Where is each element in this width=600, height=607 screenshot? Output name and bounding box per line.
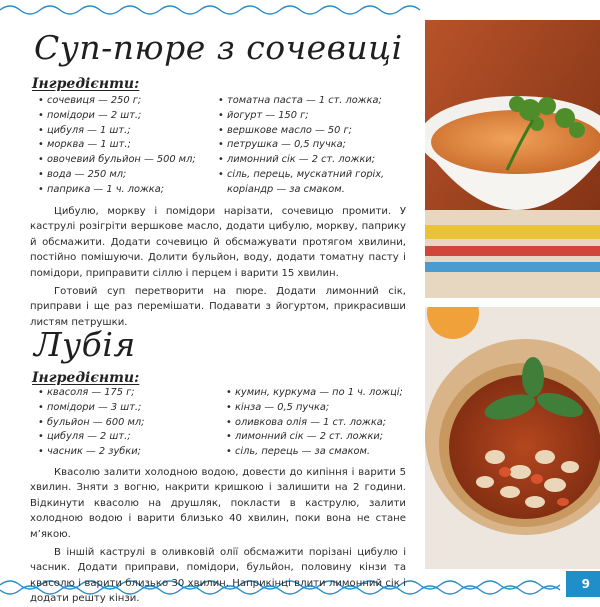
ingredient-item: • томатна паста — 1 ст. ложка; bbox=[218, 94, 384, 109]
ingredient-item: • помідори — 2 шт.; bbox=[38, 109, 196, 124]
ingredient-item: • лимонний сік — 2 ст. ложки; bbox=[226, 430, 403, 445]
page-number: 9 bbox=[581, 577, 590, 591]
ingredient-item-continued: коріандр — за смаком. bbox=[227, 183, 345, 195]
ingredient-item: • паприка — 1 ч. ложка; bbox=[38, 183, 196, 198]
ingredient-item: • лимонний сік — 2 ст. ложки; bbox=[218, 153, 384, 168]
ingredient-item: • бульйон — 600 мл; bbox=[38, 416, 144, 431]
ingredient-item: • оливкова олія — 1 ст. ложка; bbox=[226, 416, 403, 431]
lentil-soup-photo bbox=[425, 20, 600, 298]
ingredients-heading: Інгредієнти: bbox=[32, 76, 140, 92]
ingredient-item: • вода — 250 мл; bbox=[38, 168, 196, 183]
method-paragraph: Цибулю, моркву і помідори нарізати, сочевицю промити. У каструлі розігріти вершкове масло, додати цибулю, моркву, паприку й обсмажити. Додати сочевицю й обсмажувати протягом хвилини, постійно помішуючи. Долити бульйон, воду, додати томатну пасту і помідори, приправити сіллю і перцем і варити 15 хвилин. bbox=[30, 206, 406, 279]
ingredients-list-left bbox=[38, 386, 144, 460]
recipe-title-lubia: Лубія bbox=[34, 325, 136, 364]
ingredients-list-left bbox=[38, 94, 196, 198]
ingredients-heading: Інгредієнти: bbox=[32, 370, 140, 386]
ingredient-item: • морква — 1 шт.; bbox=[38, 138, 196, 153]
ingredient-item: • сіль, перець — за смаком. bbox=[226, 445, 403, 460]
method-paragraph: Квасолю залити холодною водою, довести до кипіння і варити 5 хвилин. Зняти з вогню, накрити кришкою і залишити на 2 години. Відкинути квасолю на друшляк, покласти в каструлю, залити холодною водою і варити близько 40 хвилин, поки вона не стане м’якою. bbox=[30, 467, 406, 540]
ingredient-item: • квасоля — 175 г; bbox=[38, 386, 144, 401]
recipe-title-lentil-soup: Суп-пюре з сочевиці bbox=[34, 28, 403, 67]
recipe-method-lubia bbox=[30, 465, 406, 607]
ingredient-item: • цибуля — 1 шт.; bbox=[38, 124, 196, 139]
ingredient-item: • петрушка — 0,5 пучка; bbox=[218, 138, 384, 153]
ingredient-item: • йогурт — 150 г; bbox=[218, 109, 384, 124]
recipe-method-lentil-soup bbox=[30, 204, 406, 330]
method-paragraph: Готовий суп перетворити на пюре. Додати лимонний сік, приправи і ще раз перемішати. Подавати з йогуртом, прикрасивши листям петрушки. bbox=[30, 286, 406, 328]
ingredient-item: • вершкове масло — 50 г; bbox=[218, 124, 384, 139]
ingredients-list-right bbox=[226, 386, 403, 460]
ingredient-item: • сочевиця — 250 г; bbox=[38, 94, 196, 109]
ingredient-item: • помідори — 3 шт.; bbox=[38, 401, 144, 416]
ingredient-item: • кумин, куркума — по 1 ч. ложці; bbox=[226, 386, 403, 401]
ingredient-item: • сіль, перець, мускатний горіх, bbox=[218, 168, 384, 183]
ingredient-item: • часник — 2 зубки; bbox=[38, 445, 144, 460]
ingredient-item: • овочевий бульйон — 500 мл; bbox=[38, 153, 196, 168]
ingredient-item: • цибуля — 2 шт.; bbox=[38, 430, 144, 445]
method-paragraph: В іншій каструлі в оливковій олії обсмажити порізані цибулю і часник. Додати приправи, помідори, бульйон, половину кінзи та квасолю і варити близько 30 хвилин. Наприкінці влити лимонний сік і додати решту кінзи. bbox=[30, 547, 406, 605]
ingredient-item: • кінза — 0,5 пучка; bbox=[226, 401, 403, 416]
top-ornament-border bbox=[0, 0, 600, 16]
lubia-bean-stew-photo bbox=[425, 307, 600, 569]
ingredients-list-right bbox=[218, 94, 384, 198]
